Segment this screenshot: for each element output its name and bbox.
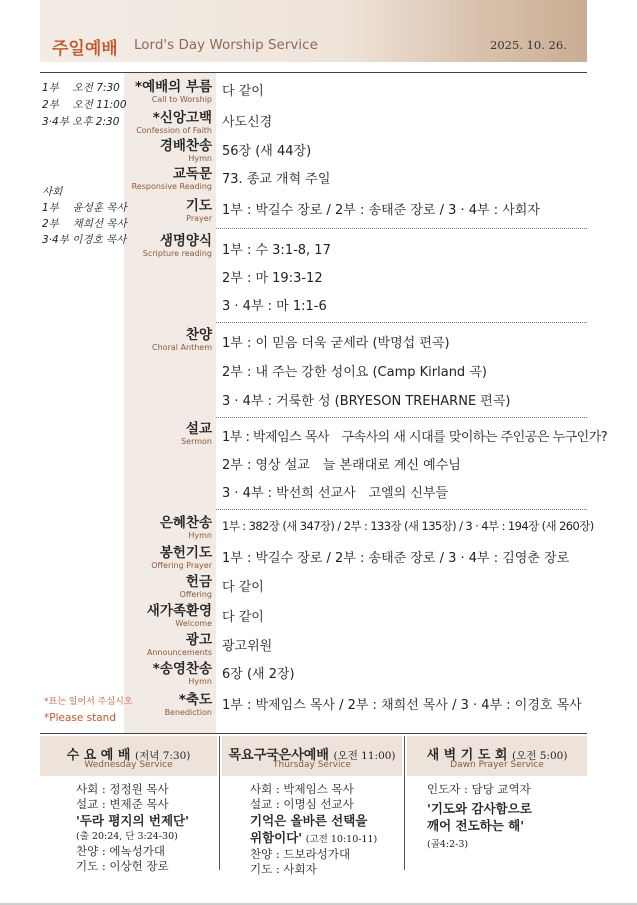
section-divider bbox=[216, 417, 587, 418]
section-divider bbox=[216, 322, 587, 323]
order-value-responsive-reading: 73. 종교 개혁 주일 bbox=[222, 172, 331, 187]
order-value-announcements: 광고위원 bbox=[222, 639, 273, 654]
order-value-benediction: 1부 : 박제임스 목사 / 2부 : 채희선 목사 / 3 · 4부 : 이경호 목사 bbox=[222, 698, 582, 713]
dawn-theme: 깨어 전도하는 해' bbox=[427, 818, 525, 833]
order-value-offering-prayer: 1부 : 박길수 장로 / 2부 : 송태준 장로 / 3 · 4부 : 김영춘 장로 bbox=[222, 551, 570, 566]
order-label-anthem: 찬양 Choral Anthem bbox=[152, 327, 212, 352]
order-label-hymn-grace: 은혜찬송 Hymn bbox=[159, 515, 212, 540]
service-hosts bbox=[42, 184, 127, 248]
top-divider bbox=[40, 72, 587, 73]
dawn-theme: '기도와 감사함으로 bbox=[427, 801, 532, 816]
order-value-prayer: 1부 : 박길수 장로 / 2부 : 송태준 장로 / 3 · 4부 : 사회자 bbox=[222, 203, 540, 218]
host-item: 1부 윤성훈 목사 bbox=[42, 202, 127, 214]
section-divider bbox=[216, 509, 587, 510]
order-value-confession: 사도신경 bbox=[222, 115, 273, 130]
order-value-scripture: 3 · 4부 : 마 1:1-6 bbox=[222, 299, 327, 314]
order-label-sermon: 설교 Sermon bbox=[181, 421, 212, 446]
page-title: 주일예배 bbox=[52, 39, 118, 59]
dawn-title: 새 벽 기 도 회 (오전 5:00) bbox=[426, 748, 568, 763]
order-value-scripture: 1부 : 수 3:1-8, 17 bbox=[222, 243, 331, 258]
order-label-welcome: 새가족환영 Welcome bbox=[146, 603, 212, 628]
order-value-sermon: 3 · 4부 : 박선희 선교사 고엘의 신부들 bbox=[222, 486, 449, 501]
order-value-offering: 다 같이 bbox=[222, 580, 264, 595]
order-label-benediction: *축도 Benediction bbox=[164, 692, 212, 717]
order-value-scripture: 2부 : 마 19:3-12 bbox=[222, 271, 323, 286]
dawn-title-en: Dawn Prayer Service bbox=[450, 760, 544, 770]
order-label-announcements: 광고 Announcements bbox=[146, 632, 212, 657]
order-value-sermon: 1부 : 박제임스 목사 구속사의 새 시대를 맞이하는 주인공은 누구인가? bbox=[222, 430, 608, 445]
order-label-call-to-worship: *예배의 부름 Call to Worship bbox=[135, 79, 212, 104]
section-divider bbox=[216, 228, 587, 229]
wednesday-sermon-title: '두라 평지의 번제단' bbox=[76, 813, 189, 828]
schedule-item: 2부 오전 11:00 bbox=[42, 99, 127, 111]
hosts-heading: 사회 bbox=[42, 186, 63, 198]
order-label-confession: *신앙고백 Confession of Faith bbox=[136, 110, 212, 135]
order-value-anthem: 2부 : 내 주는 강한 성이요 (Camp Kirland 곡) bbox=[222, 365, 487, 380]
order-value-hymn-grace: 1부 : 382장 (새 347장) / 2부 : 133장 (새 135장) / 3 · 4부 : 194장 (새 260장) bbox=[222, 519, 594, 533]
thursday-sermon-title: 기억은 올바른 선택을 bbox=[250, 813, 368, 828]
order-label-offering-prayer: 봉헌기도 Offering Prayer bbox=[151, 545, 212, 570]
order-value-welcome: 다 같이 bbox=[222, 610, 264, 625]
bottom-divider bbox=[40, 733, 587, 734]
service-schedule bbox=[42, 80, 127, 131]
column-divider bbox=[219, 736, 220, 870]
order-label-offering: 헌금 Offering bbox=[179, 574, 212, 599]
order-value-anthem: 3 · 4부 : 거룩한 성 (BRYESON TREHARNE 편곡) bbox=[222, 394, 511, 409]
column-divider bbox=[404, 736, 405, 870]
schedule-item: 3·4부 오후 2:30 bbox=[42, 116, 120, 128]
wednesday-title-en: Wednesday Service bbox=[84, 760, 173, 770]
wednesday-details: 사회 : 정정원 목사 설교 : 변제준 목사 '두라 평지의 번제단' (출 20:24, 단 3:24-30) 찬양 : 에녹성가대 기도 : 이상헌 장로 bbox=[76, 782, 189, 873]
order-label-prayer: 기도 Prayer bbox=[185, 198, 212, 223]
page-subtitle: Lord's Day Worship Service bbox=[134, 37, 318, 53]
thursday-title: 목요구국은사예배 (오전 11:00) bbox=[228, 748, 396, 763]
dawn-details: 인도자 : 담당 교역자 '기도와 감사함으로 깨어 전도하는 해' (골4:2-3) bbox=[427, 782, 532, 850]
order-value-call-to-worship: 다 같이 bbox=[222, 84, 264, 99]
order-value-hymn: 56장 (새 44장) bbox=[222, 144, 312, 159]
schedule-item: 1부 오전 7:30 bbox=[42, 82, 120, 94]
order-label-hymn: 경배찬송 Hymn bbox=[159, 138, 212, 163]
order-label-scripture: 생명양식 Scripture reading bbox=[142, 233, 212, 258]
thursday-details: 사회 : 박제임스 목사 설교 : 이명심 선교사 기억은 올바른 선택을 위함이다' (고전 10:10-11) 찬양 : 드보라성가대 기도 : 사회자 bbox=[250, 782, 378, 876]
service-date: 2025. 10. 26. bbox=[490, 38, 567, 52]
order-value-sermon: 2부 : 영상 설교 늘 본래대로 계신 예수님 bbox=[222, 458, 461, 473]
host-item: 3·4부 이경호 목사 bbox=[42, 234, 127, 246]
order-label-responsive-reading: 교독문 Responsive Reading bbox=[131, 166, 212, 191]
stand-note bbox=[44, 694, 132, 726]
order-value-anthem: 1부 : 이 믿음 더욱 굳세라 (박명섭 편곡) bbox=[222, 336, 450, 351]
order-label-closing-hymn: *송영찬송 Hymn bbox=[152, 661, 212, 686]
wednesday-title: 수 요 예 배 (저녁 7:30) bbox=[66, 748, 191, 763]
order-value-closing-hymn: 6장 (새 2장) bbox=[222, 667, 295, 682]
thursday-title-en: Thursday Service bbox=[273, 760, 351, 770]
stand-note-ko: *표는 일어서 주십시오 bbox=[44, 697, 133, 707]
host-item: 2부 채희선 목사 bbox=[42, 218, 127, 230]
stand-note-en: *Please stand bbox=[44, 712, 117, 724]
